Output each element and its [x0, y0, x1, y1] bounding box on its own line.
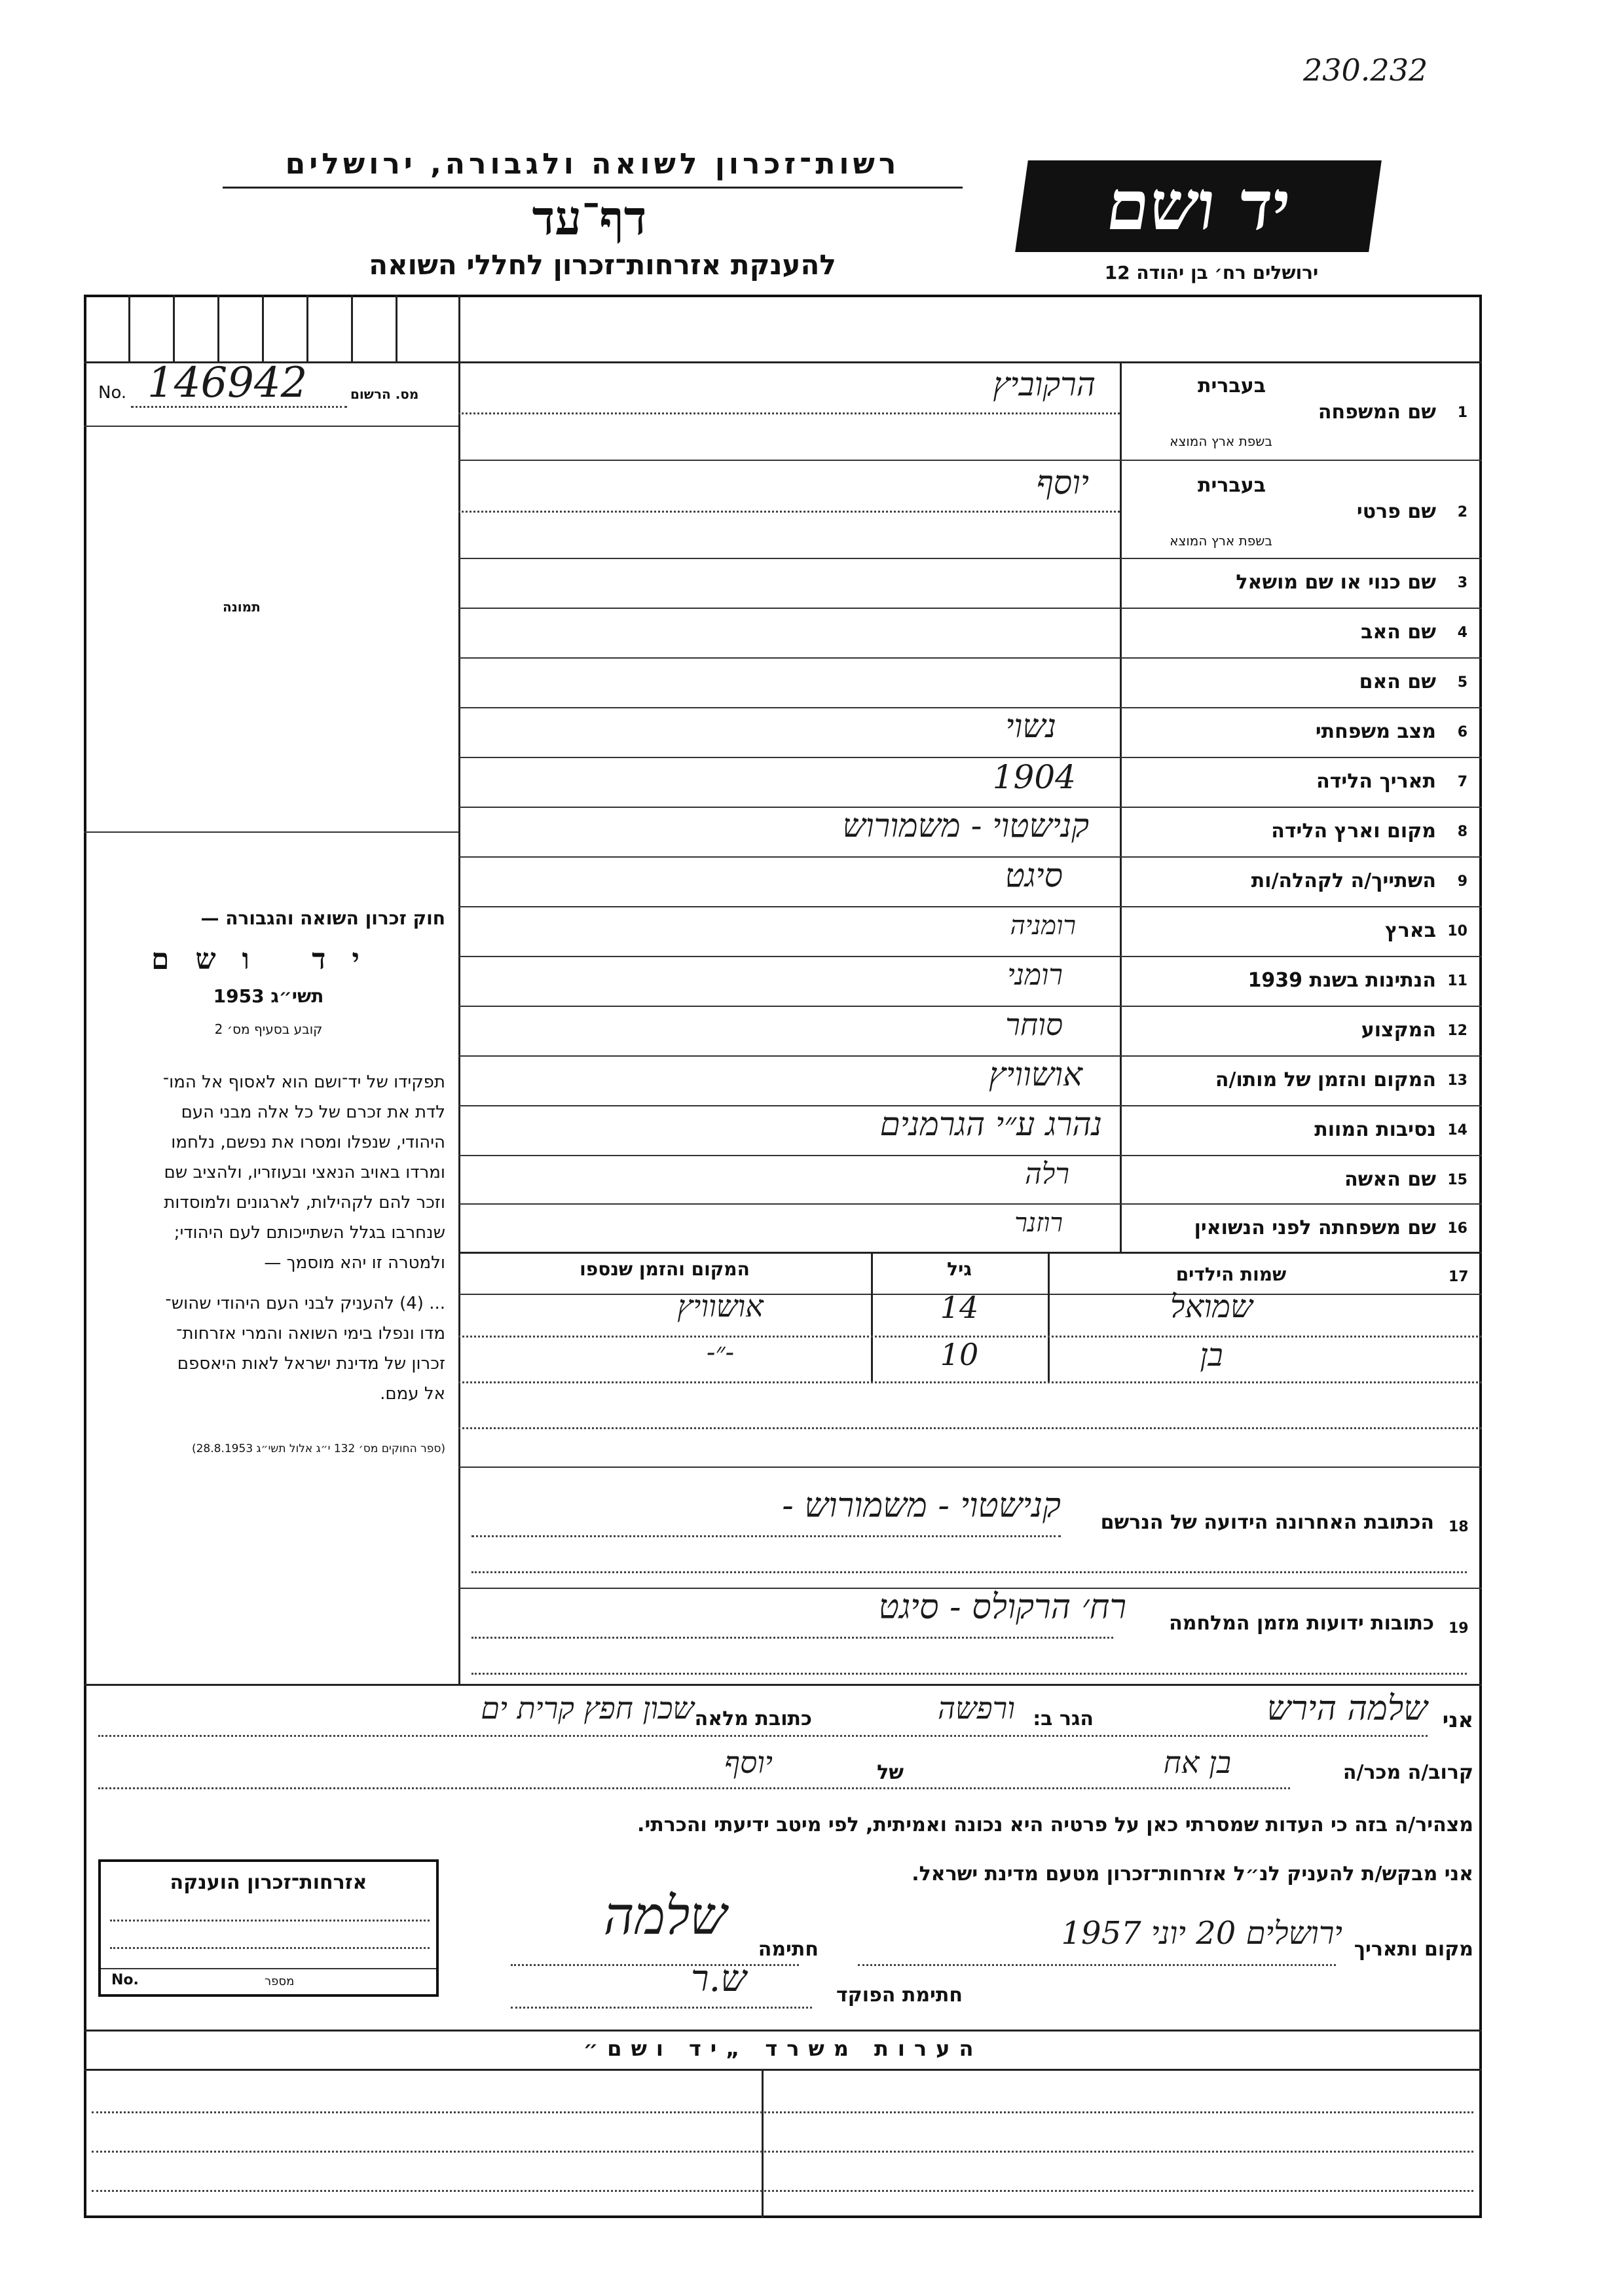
field-number: 10 — [1447, 923, 1467, 939]
office-notes-divider — [762, 2069, 764, 2218]
strip-box-line — [173, 295, 175, 361]
field-9 — [458, 856, 1482, 906]
strip-box-line — [306, 295, 308, 361]
field-value: סוחר — [1005, 1007, 1063, 1042]
field-13 — [458, 1055, 1482, 1105]
award-box-num-label: מספר — [265, 1975, 295, 1988]
yad-vashem-logo — [1015, 160, 1382, 252]
office-notes-top — [84, 2030, 1482, 2032]
field-sub: בשפת ארץ המוצא — [1170, 533, 1272, 549]
declaration-line — [98, 1735, 1428, 1737]
strip-box-line — [128, 295, 130, 361]
office-notes-header-line — [84, 2069, 1482, 2071]
field-15 — [458, 1155, 1482, 1203]
law-footnote: (ספר החוקים מס׳ 132 י״ג אלול תשי״ג 28.8.1953) — [191, 1442, 445, 1455]
child-age: 10 — [940, 1337, 979, 1372]
top-reference: 230.232 — [1303, 52, 1428, 88]
officer-line — [511, 2007, 812, 2009]
field-value: הרקוביץ — [993, 365, 1096, 403]
address-line — [471, 1637, 1113, 1639]
address-line — [471, 1535, 1061, 1537]
form-title: דף־עד — [532, 190, 647, 246]
office-notes-title: הערות משרד „יד ושם״ — [583, 2036, 983, 2061]
field-value: רומני — [1007, 958, 1063, 992]
field-tag: בעברית — [1198, 474, 1266, 497]
declaration-ani: אני — [1442, 1707, 1473, 1732]
declaration-top-line — [84, 1684, 1482, 1686]
field-7 — [458, 757, 1482, 807]
law-line: שנחרבו בגלל השתייכותם לעם היהודי; — [174, 1223, 445, 1243]
address-war-value: רח׳ הרקולס - סיגט — [878, 1588, 1126, 1627]
children-table-top — [458, 1252, 1482, 1254]
field-number: 12 — [1447, 1023, 1467, 1039]
address-last-number: 18 — [1449, 1519, 1469, 1535]
place-date-label: מקום ותאריך — [1354, 1938, 1473, 1961]
declaration-address-value: שכון חפץ קרית ים — [481, 1690, 694, 1726]
field-label: מקום וארץ הלידה — [1271, 820, 1436, 843]
field-value: סיגט — [1005, 856, 1063, 894]
child-place: אושוויץ — [677, 1288, 764, 1324]
field-number: 3 — [1457, 575, 1467, 591]
field-value: רוזנר — [1014, 1208, 1063, 1238]
field-1 — [458, 361, 1482, 460]
field-number: 2 — [1457, 504, 1467, 520]
children-table-bottom — [458, 1467, 1482, 1468]
registration-no-label: No. — [98, 383, 127, 403]
authority-underline — [223, 187, 963, 189]
children-number: 17 — [1449, 1269, 1469, 1285]
address-line — [471, 1673, 1467, 1675]
field-label: המקום והזמן של מותו/ה — [1215, 1068, 1436, 1091]
law-line: מדו ונפלו בימי השואה והמרי אזרחות־ — [176, 1324, 445, 1343]
office-notes-line — [92, 2111, 1473, 2113]
field-11 — [458, 956, 1482, 1006]
field-number: 16 — [1447, 1220, 1467, 1237]
row-line — [458, 412, 1120, 414]
registration-dotline — [131, 406, 347, 408]
photo-area-bottom — [84, 831, 458, 833]
declaration-relation-label: קרוב/ה מכר/ה — [1342, 1761, 1473, 1784]
field-number: 7 — [1457, 774, 1467, 790]
photo-area-top — [84, 426, 458, 427]
declaration-name: שלמה הירש — [1266, 1689, 1428, 1728]
law-line: וזכר להם לקהילות, לארגונים ולמוסדות — [164, 1193, 445, 1212]
field-value: קנישטוי - משמורוש — [842, 807, 1089, 845]
field-label: מצב משפחתי — [1315, 720, 1436, 743]
field-number: 9 — [1457, 873, 1467, 890]
field-4 — [458, 608, 1482, 657]
field-12 — [458, 1006, 1482, 1055]
law-line: תפקידו של יד־ושם הוא לאסוף אל המו־ — [162, 1072, 445, 1092]
row-line — [458, 511, 1120, 513]
field-tag: בעברית — [1198, 374, 1266, 397]
declaration-statement-1: מצהיר/ה בזה כי העדות שמסרתי כאן על פרטיה היא נכונה ואמיתית, לפי מיטב ידיעתי והכרתי. — [637, 1813, 1473, 1836]
field-16 — [458, 1203, 1482, 1252]
place-date-value: ירושלים 20 יוני 1957 — [1061, 1915, 1342, 1952]
registration-number: 146942 — [147, 359, 308, 407]
officer-signature: ש.ר — [691, 1958, 747, 2000]
field-10 — [458, 906, 1482, 956]
field-value: רומניה — [1010, 911, 1076, 941]
place-date-line — [858, 1964, 1336, 1966]
field-value: נשוי — [1005, 707, 1056, 745]
law-line: לדת את זכרם של כל אלה מבני העם — [181, 1102, 445, 1122]
office-notes-line — [92, 2151, 1473, 2153]
field-number: 1 — [1457, 405, 1467, 421]
signature-label: חתימה — [758, 1938, 819, 1961]
field-label: שם המשפחה — [1318, 401, 1436, 424]
photo-label: תמונה — [223, 599, 261, 615]
children-row-line — [458, 1381, 1482, 1383]
field-label: המקצוע — [1361, 1019, 1436, 1042]
law-line: ... (4) להעניק לבני העם היהודי שהוש־ — [165, 1294, 445, 1313]
field-3 — [458, 558, 1482, 608]
field-6 — [458, 707, 1482, 757]
child-age: 14 — [940, 1290, 979, 1325]
children-col-age: גיל — [947, 1258, 972, 1280]
field-label: תאריך הלידה — [1316, 770, 1436, 793]
field-label: שם האב — [1361, 621, 1436, 644]
field-14 — [458, 1105, 1482, 1155]
field-number: 5 — [1457, 674, 1467, 691]
field-label: בארץ — [1384, 919, 1436, 942]
form-subtitle: להענקת אזרחות־זכרון לחללי השואה — [369, 249, 836, 281]
logo-address: ירושלים רח׳ בן יהודה 12 — [1104, 262, 1319, 283]
law-year: תשי״ג 1953 — [213, 985, 324, 1007]
field-sub: בשפת ארץ המוצא — [1170, 433, 1272, 449]
declaration-of-value: יוסף — [724, 1745, 773, 1780]
field-label: הנתינות בשנת 1939 — [1247, 969, 1436, 992]
award-box-line — [110, 1947, 430, 1949]
field-number: 11 — [1447, 973, 1467, 989]
law-line: ומרדו באויב הנאצי ובעוזריו, ולהציב שם — [164, 1163, 445, 1182]
law-line: היהודי, שנפלו ומסרו את נפשם, נלחמו — [171, 1133, 445, 1152]
declaration-of-label: של — [877, 1761, 904, 1784]
declaration-statement-2: אני מבקש/ת להעניק לנ״ל אזרחות־זכרון מטעם מדינת ישראל. — [912, 1863, 1473, 1886]
declaration-address-label: כתובת מלאה — [694, 1707, 812, 1730]
strip-box-line — [262, 295, 264, 361]
field-label: שם כנוי או שם מושאל — [1236, 571, 1436, 594]
address-line — [471, 1571, 1467, 1573]
officer-label: חתימת הפוקד — [836, 1984, 963, 2007]
law-line: זכרון של מדינת ישראל לאות היאספם — [177, 1354, 445, 1374]
field-label: השתייך/ה לקהלה/ות — [1251, 869, 1436, 892]
law-name: יד ושם — [151, 943, 386, 976]
child-name: שמואל — [1170, 1288, 1253, 1325]
award-box-line — [101, 1968, 436, 1969]
field-8 — [458, 807, 1482, 856]
field-number: 15 — [1447, 1172, 1467, 1188]
award-box-no-label: No. — [111, 1972, 139, 1988]
top-strip-divider — [458, 295, 460, 361]
declaration-line — [98, 1787, 1290, 1789]
field-value: אושוויץ — [989, 1055, 1082, 1093]
field-number: 13 — [1447, 1072, 1467, 1089]
field-value: רלה — [1025, 1157, 1069, 1191]
logo-text: יד ושם — [1101, 165, 1296, 246]
strip-box-line — [396, 295, 397, 361]
field-value: יוסף — [1036, 464, 1089, 501]
field-label: שם האשה — [1344, 1168, 1436, 1191]
address-war-number: 19 — [1449, 1620, 1469, 1637]
field-number: 8 — [1457, 824, 1467, 840]
field-number: 14 — [1447, 1122, 1467, 1139]
field-2 — [458, 460, 1482, 558]
field-label: נסיבות המוות — [1314, 1118, 1436, 1141]
children-col-names: שמות הילדים — [1175, 1264, 1287, 1285]
child-place: -״- — [706, 1338, 735, 1368]
law-title: חוק זכרון השואה והגבורה — — [200, 907, 445, 929]
signature-line — [511, 1964, 799, 1966]
field-number: 4 — [1457, 625, 1467, 641]
field-5 — [458, 657, 1482, 707]
address-war-label: כתובות ידועות מזמן המלחמה — [1169, 1612, 1434, 1635]
authority-name: רשות־זכרון לשואה ולגבורה, ירושלים — [285, 147, 900, 181]
law-line: אל עמם. — [380, 1384, 445, 1404]
field-label: שם פרטי — [1356, 500, 1436, 523]
field-label: שם האם — [1359, 670, 1436, 693]
registration-label: מס. הרשום — [350, 386, 419, 402]
strip-box-line — [351, 295, 353, 361]
law-clause: קובע בסעיף מס׳ 2 — [214, 1021, 323, 1037]
declaration-relation-value: בן אח — [1163, 1745, 1231, 1780]
children-col-place: המקום והזמן שנספו — [580, 1258, 750, 1280]
address-last-label: הכתובת האחרונה הידועה של הנרשם — [1100, 1511, 1434, 1534]
field-number: 6 — [1457, 724, 1467, 740]
award-box — [98, 1859, 439, 1997]
children-row-line — [458, 1427, 1482, 1429]
signature-value: שלמה — [603, 1886, 727, 1946]
declaration-gar-value: ורפשה — [938, 1690, 1015, 1726]
law-line: ולמטרה זו יהא מוסמך — — [264, 1253, 445, 1273]
field-value: 1904 — [992, 758, 1076, 796]
field-label: שם משפחתה לפני הנשואין — [1194, 1216, 1436, 1239]
child-name: בן — [1200, 1337, 1223, 1374]
award-box-title: אזרחות־זכרון הוענקה — [170, 1871, 367, 1894]
address-last-value: קנישטוי - משמורוש - — [782, 1486, 1061, 1525]
strip-box-line — [217, 295, 219, 361]
office-notes-line — [92, 2190, 1473, 2192]
field-value: נהרג ע״י הגרמנים — [879, 1105, 1102, 1143]
declaration-gar-label: הגר ב: — [1033, 1707, 1094, 1730]
award-box-line — [110, 1920, 430, 1922]
